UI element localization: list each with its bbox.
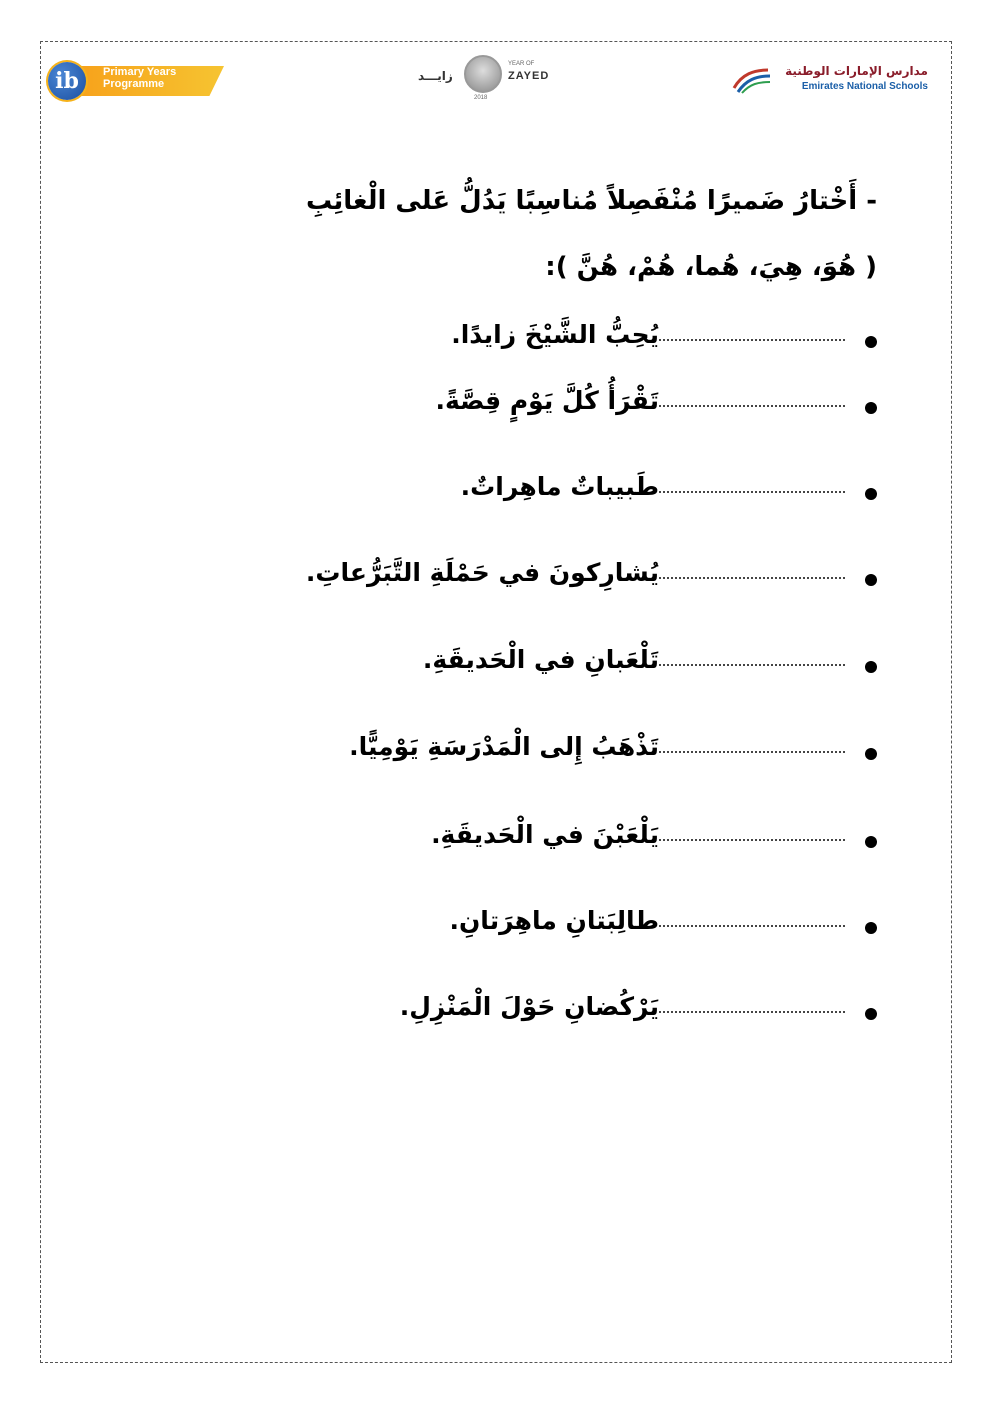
sentence-text: تَلْعَبانِ في الْحَديقَةِ.: [422, 645, 659, 674]
sentence-text: يَلْعَبْنَ في الْحَديقَةِ.: [431, 820, 659, 849]
list-item: [317, 820, 877, 860]
answer-blank[interactable]: [659, 997, 845, 1013]
ib-logo-text: [103, 66, 176, 90]
zayed-yearof-text: YEAR OF: [508, 61, 535, 67]
bullet-icon: [865, 922, 877, 934]
ib-circle-icon: ib: [48, 62, 86, 100]
sentence-text: طَبيباتٌ ماهِراتٌ.: [460, 472, 659, 501]
answer-blank[interactable]: [659, 825, 845, 841]
pronoun-options: ( هُوَ، هِيَ، هُما، هُمْ، هُنَّ ):: [545, 252, 877, 282]
answer-blank[interactable]: [659, 325, 845, 341]
sentence-text: يَرْكُضانِ حَوْلَ الْمَنْزِلِ.: [399, 992, 659, 1021]
zayed-year-text: 2018: [474, 95, 488, 101]
sentence-text: يُشارِكونَ في حَمْلَةِ التَّبَرُّعاتِ.: [305, 558, 659, 587]
bullet-icon: [865, 336, 877, 348]
answer-blank[interactable]: [659, 391, 845, 407]
zayed-english-text: ZAYED: [508, 70, 550, 82]
sentence-text: تَقْرَأُ كُلَّ يَوْمٍ قِصَّةً.: [435, 386, 659, 415]
swoosh-icon: [732, 66, 772, 94]
answer-blank[interactable]: [659, 650, 845, 666]
bullet-icon: [865, 402, 877, 414]
school-name-english: Emirates National Schools: [801, 81, 928, 92]
page-border: [40, 41, 952, 1363]
list-item: [317, 320, 877, 360]
zayed-arabic-text: زايـــد: [418, 69, 453, 83]
list-item: [317, 992, 877, 1032]
portrait-icon: [464, 55, 502, 93]
year-of-zayed-logo: [412, 55, 562, 101]
sentence-text: تَذْهَبُ إِلى الْمَدْرَسَةِ يَوْمِيًّا.: [349, 732, 659, 761]
list-item: [305, 558, 877, 598]
bullet-icon: [865, 574, 877, 586]
bullet-icon: [865, 748, 877, 760]
ib-logo-line1: Primary Years: [103, 66, 177, 78]
list-item: [317, 732, 877, 772]
answer-blank[interactable]: [659, 911, 845, 927]
emirates-national-schools-logo: [732, 62, 932, 98]
question-instruction: - أَخْتارُ ضَميرًا مُنْفَصِلاً مُناسِبًا يَدُلُّ عَلى الْغائِبِ: [305, 186, 877, 216]
answer-blank[interactable]: [659, 737, 845, 753]
bullet-icon: [865, 836, 877, 848]
sentence-text: يُحِبُّ الشَّيْخَ زايدًا.: [451, 320, 659, 349]
school-name-arabic: مدارس الإمارات الوطنية: [785, 64, 928, 78]
ib-logo-line2: Programme: [103, 78, 165, 90]
bullet-icon: [865, 488, 877, 500]
ib-pyp-logo: [48, 62, 228, 98]
bullet-icon: [865, 1008, 877, 1020]
list-item: [317, 386, 877, 426]
list-item: [317, 645, 877, 685]
answer-blank[interactable]: [659, 477, 845, 493]
sentence-text: طالِبَتانِ ماهِرَتانِ.: [449, 906, 659, 935]
list-item: [317, 472, 877, 512]
bullet-icon: [865, 661, 877, 673]
list-item: [317, 906, 877, 946]
answer-blank[interactable]: [659, 563, 845, 579]
